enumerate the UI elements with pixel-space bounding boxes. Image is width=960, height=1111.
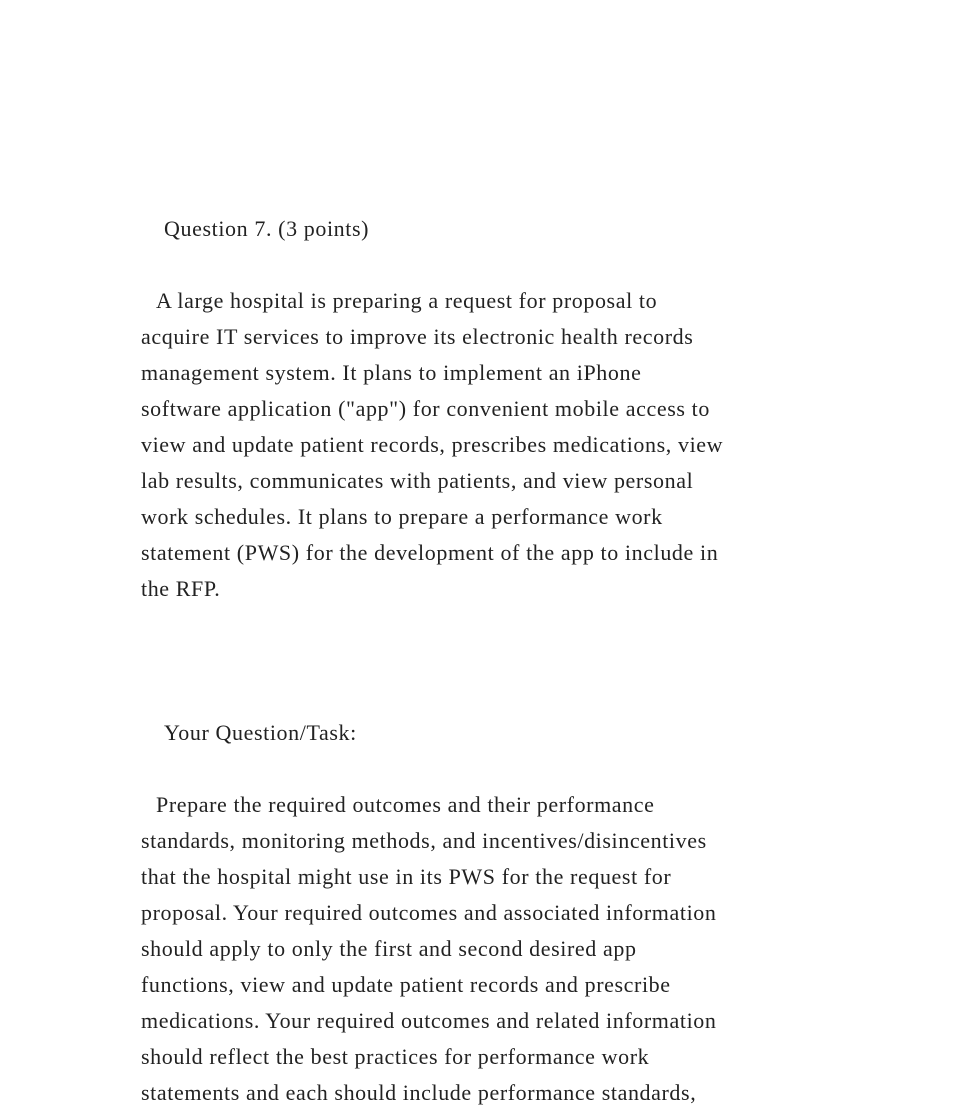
task-line: should reflect the best practices for performance work — [141, 1044, 650, 1069]
scenario-line: statement (PWS) for the development of the app to include in — [141, 540, 719, 565]
scenario-line: acquire IT services to improve its electronic health records — [141, 324, 694, 349]
scenario-line: work schedules. It plans to prepare a performance work — [141, 504, 663, 529]
scenario-line: lab results, communicates with patients, and view personal — [141, 468, 694, 493]
task-heading: Your Question/Task: — [164, 720, 357, 745]
scenario-line: management system. It plans to implement an iPhone — [141, 360, 642, 385]
task-paragraph — [141, 787, 831, 1111]
task-line: statements and each should include performance standards, — [141, 1080, 697, 1105]
question-heading: Question 7. (3 points) — [164, 216, 370, 241]
task-line: that the hospital might use in its PWS for the request for — [141, 864, 672, 889]
spacer — [141, 607, 831, 715]
task-line: functions, view and update patient records and prescribe — [141, 972, 671, 997]
spacer — [141, 751, 831, 787]
scenario-line: A large hospital is preparing a request for proposal to — [156, 288, 658, 313]
document-page — [141, 211, 831, 1111]
task-line: should apply to only the first and second desired app — [141, 936, 637, 961]
task-line: Prepare the required outcomes and their performance — [156, 792, 655, 817]
task-line: proposal. Your required outcomes and associated information — [141, 900, 717, 925]
scenario-paragraph — [141, 283, 831, 607]
scenario-line: view and update patient records, prescribes medications, view — [141, 432, 724, 457]
scenario-line: the RFP. — [141, 576, 221, 601]
task-line: medications. Your required outcomes and related information — [141, 1008, 717, 1033]
task-line: standards, monitoring methods, and incentives/disincentives — [141, 828, 707, 853]
spacer — [141, 247, 831, 283]
scenario-line: software application ("app") for convenient mobile access to — [141, 396, 710, 421]
